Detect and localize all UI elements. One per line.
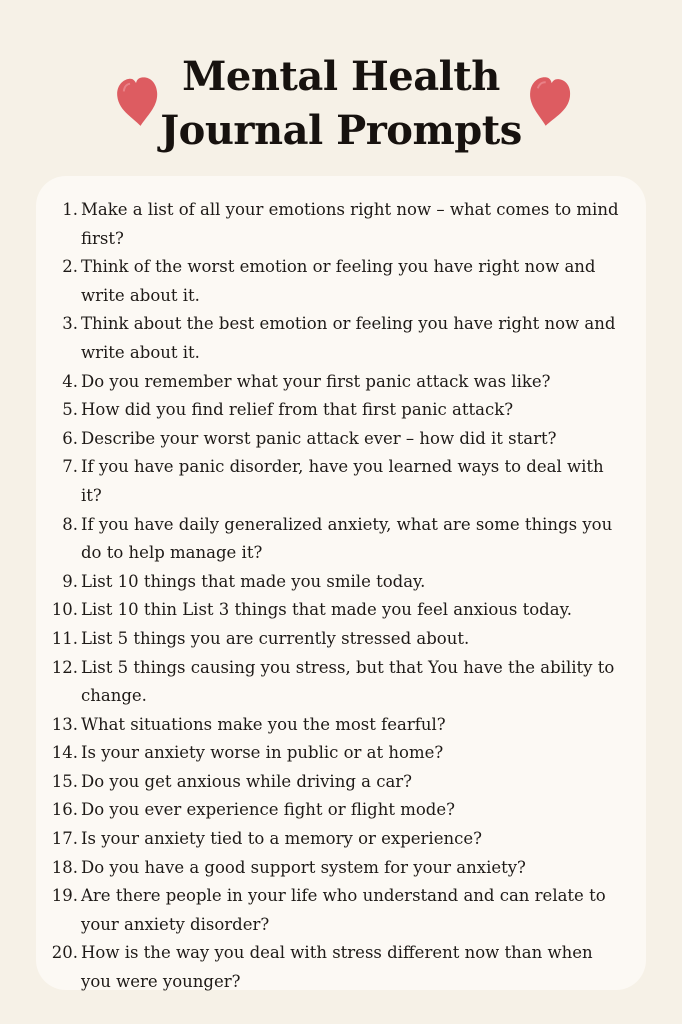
prompt-text: Make a list of all your emotions right now – what comes to mind first? <box>81 200 619 248</box>
prompt-item <box>36 625 646 654</box>
prompt-item <box>36 596 646 625</box>
prompt-item <box>36 654 646 711</box>
prompt-number: 19. <box>51 886 78 906</box>
prompt-number: 16. <box>51 800 78 820</box>
prompt-item <box>36 511 646 568</box>
prompt-number: 9. <box>62 571 78 591</box>
prompt-item <box>36 368 646 397</box>
prompt-number: 11. <box>51 628 78 648</box>
prompt-text: List 5 things causing you stress, but that You have the ability to change. <box>81 657 615 706</box>
prompt-text: What situations make you the most fearful? <box>81 714 446 734</box>
prompt-text: Do you get anxious while driving a car? <box>81 771 413 791</box>
prompt-text: If you have daily generalized anxiety, what are some things you do to help manage it? <box>81 514 613 563</box>
prompt-item <box>36 253 646 310</box>
prompt-number: 5. <box>62 400 78 420</box>
prompts-card <box>36 176 646 990</box>
prompt-number: 8. <box>62 514 78 534</box>
prompt-item <box>36 396 646 425</box>
prompt-item <box>36 739 646 768</box>
prompt-text: List 10 things that made you smile today. <box>81 571 426 591</box>
prompt-text: List 5 things you are currently stressed about. <box>81 628 470 648</box>
prompt-number: 14. <box>51 743 78 763</box>
prompt-number: 6. <box>62 428 78 448</box>
prompt-number: 20. <box>51 943 78 963</box>
prompt-text: Think of the worst emotion or feeling you have right now and write about it. <box>81 257 596 305</box>
prompt-number: 17. <box>51 829 78 849</box>
prompt-item <box>36 825 646 854</box>
title-line-1: Mental Health <box>182 53 500 100</box>
prompt-item <box>36 796 646 825</box>
prompt-text: Describe your worst panic attack ever – how did it start? <box>81 428 557 448</box>
prompt-number: 13. <box>51 714 78 734</box>
prompt-text: Think about the best emotion or feeling you have right now and write about it. <box>81 314 616 362</box>
prompt-item <box>36 939 646 996</box>
prompt-text: Do you remember what your first panic attack was like? <box>81 371 551 391</box>
prompt-item <box>36 196 646 253</box>
prompt-number: 12. <box>51 657 78 677</box>
prompt-number: 2. <box>62 257 78 277</box>
prompt-number: 4. <box>62 371 78 391</box>
prompt-item <box>36 854 646 883</box>
prompt-item <box>36 453 646 510</box>
prompt-text: How is the way you deal with stress different now than when you were younger? <box>81 943 593 992</box>
prompt-number: 7. <box>62 457 78 477</box>
prompt-text: If you have panic disorder, have you learned ways to deal with it? <box>81 457 604 505</box>
prompt-item <box>36 711 646 740</box>
prompt-number: 3. <box>62 314 78 334</box>
prompt-number: 18. <box>51 857 78 877</box>
page-title <box>0 50 682 158</box>
prompt-item <box>36 310 646 367</box>
prompt-text: Do you have a good support system for your anxiety? <box>81 857 526 877</box>
prompt-list <box>36 196 646 997</box>
prompt-item <box>36 882 646 939</box>
prompt-text: Do you ever experience fight or flight mode? <box>81 800 455 820</box>
prompt-number: 10. <box>51 600 78 620</box>
prompt-text: Is your anxiety tied to a memory or experience? <box>81 829 482 849</box>
title-line-2: Journal Prompts <box>160 107 522 154</box>
prompt-item <box>36 768 646 797</box>
prompt-item <box>36 568 646 597</box>
prompt-number: 15. <box>51 771 78 791</box>
prompt-text: How did you find relief from that first panic attack? <box>81 400 514 420</box>
prompt-text: List 10 thin List 3 things that made you feel anxious today. <box>81 600 572 620</box>
prompt-number: 1. <box>62 200 78 219</box>
prompt-text: Is your anxiety worse in public or at home? <box>81 743 444 763</box>
prompt-item <box>36 425 646 454</box>
prompt-text: Are there people in your life who understand and can relate to your anxiety disorder? <box>81 886 606 934</box>
